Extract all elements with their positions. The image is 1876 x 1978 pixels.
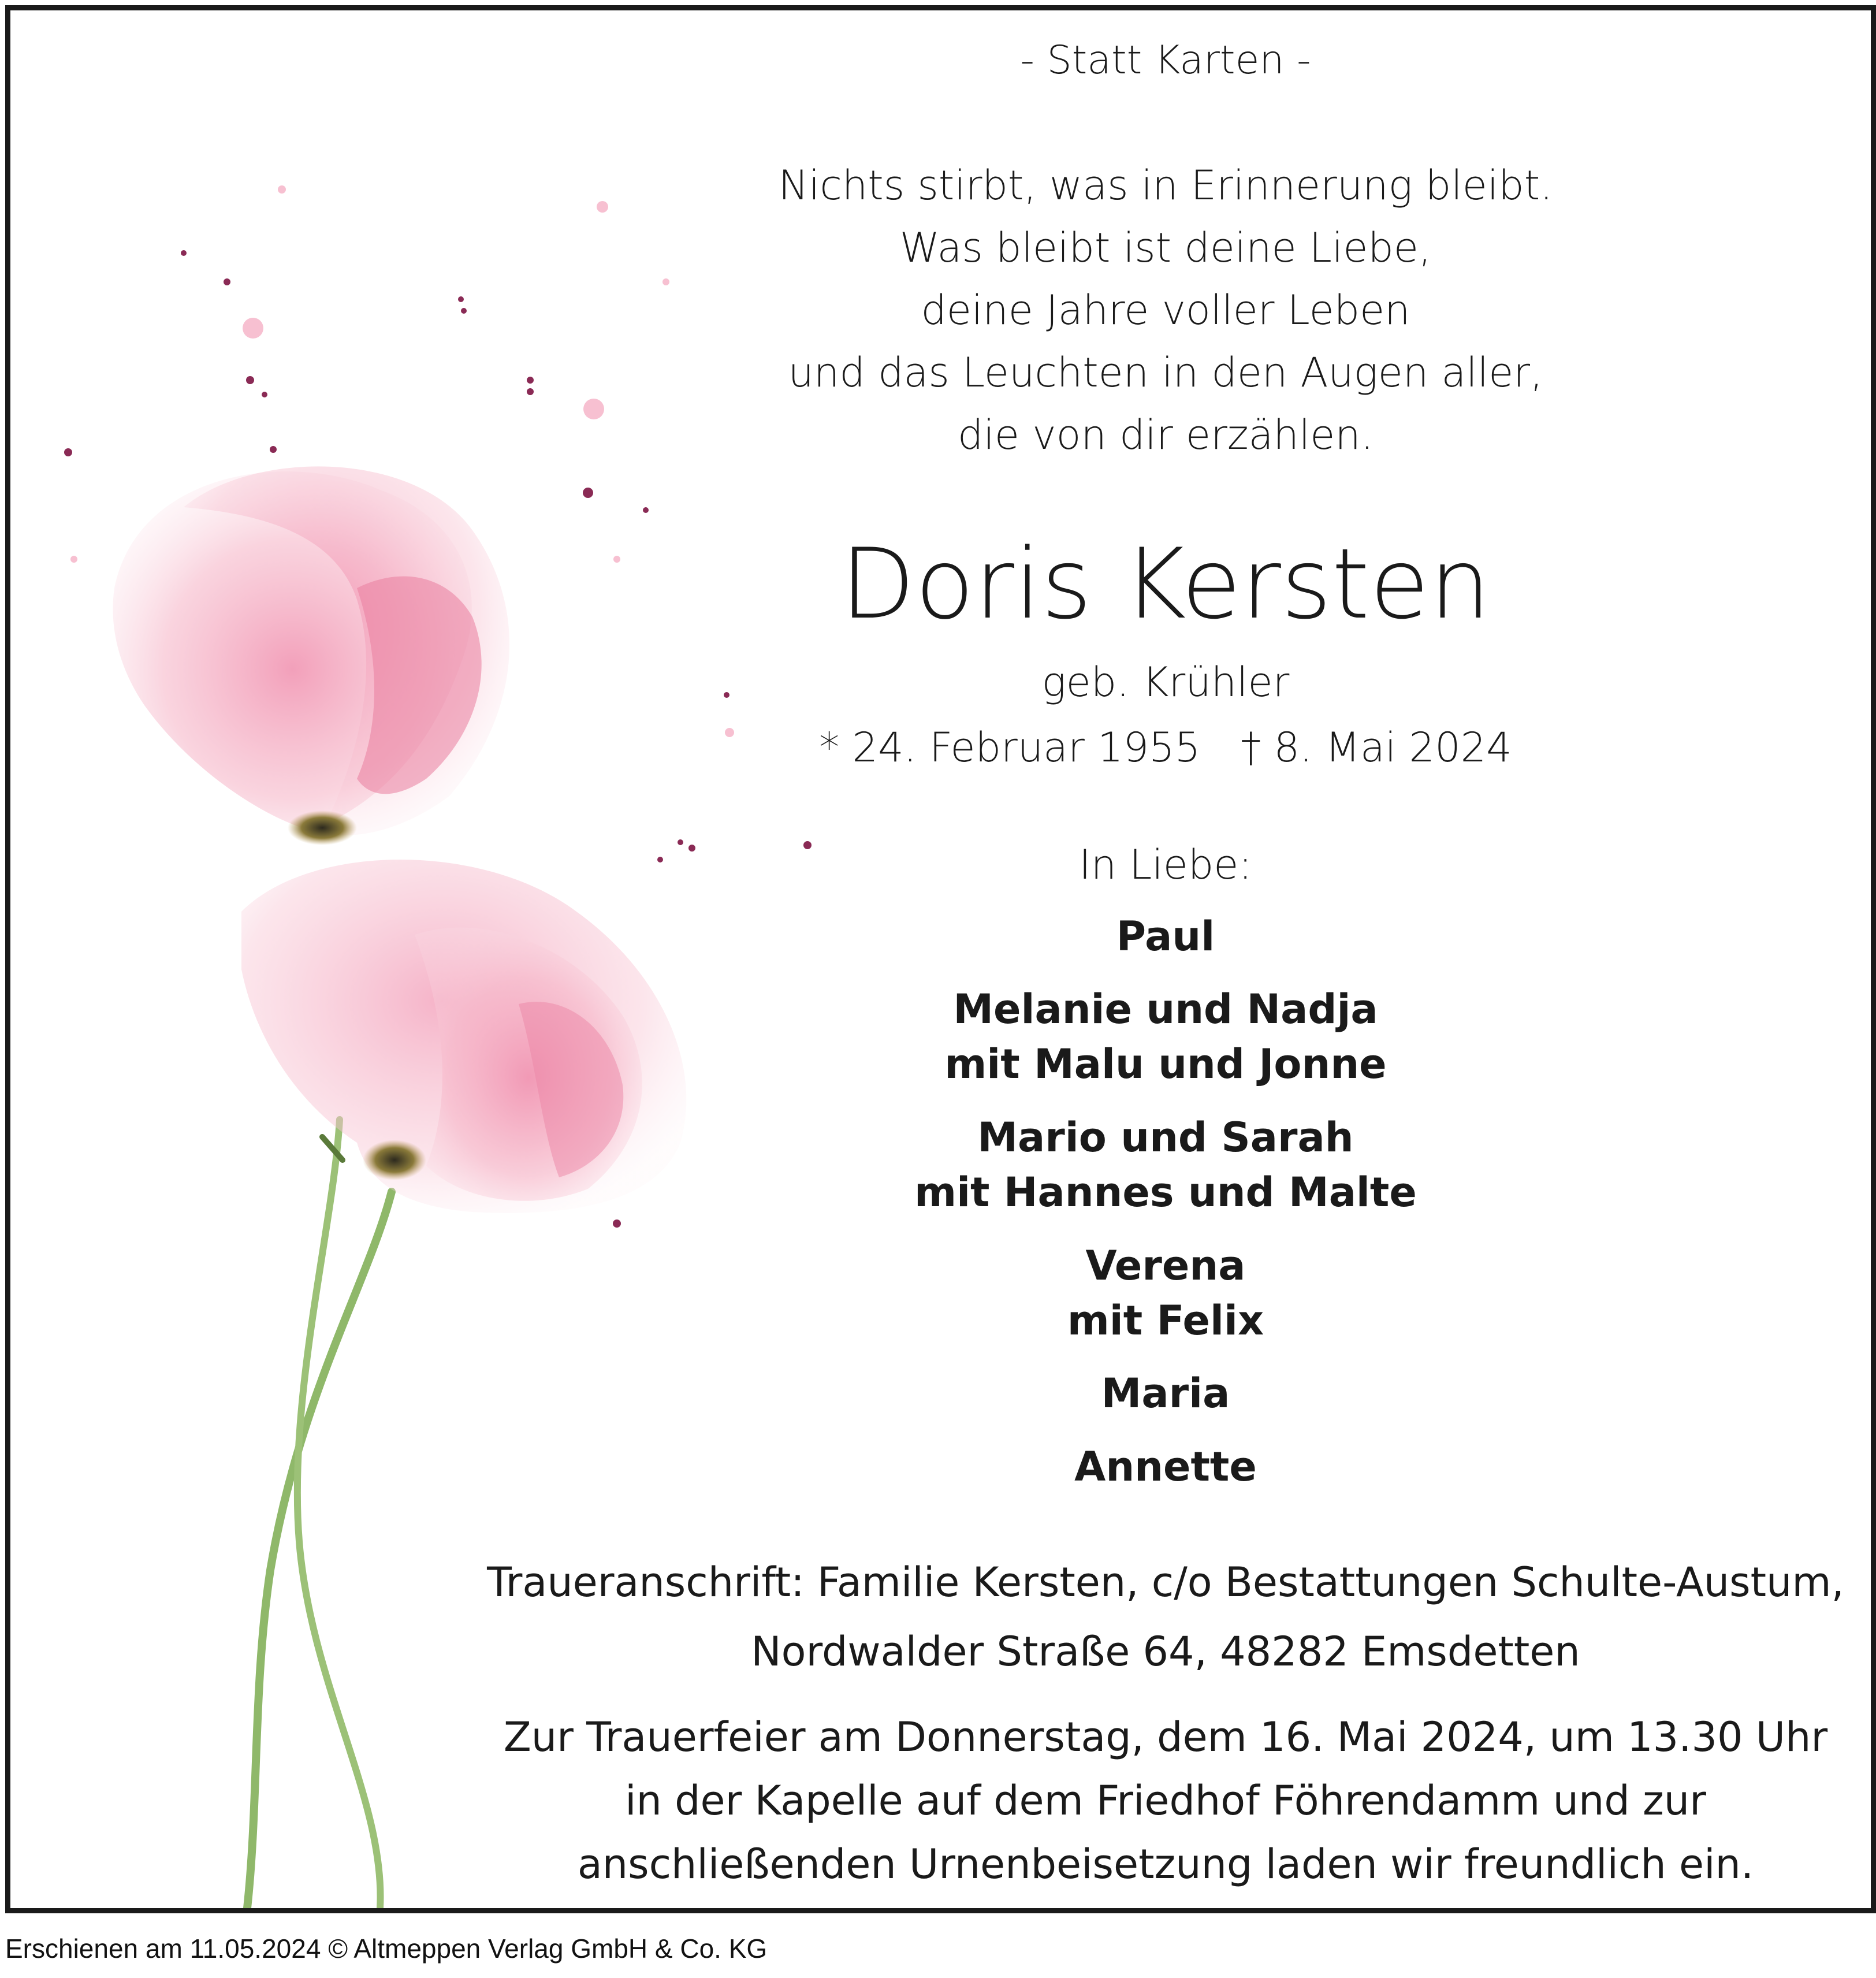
mourner-annette: Annette (1074, 1443, 1257, 1490)
mourner-hannes-malte: mit Hannes und Malte (914, 1169, 1417, 1216)
upper-poppy (113, 466, 509, 845)
mourner-felix: mit Felix (1067, 1297, 1264, 1344)
life-dates (646, 724, 1685, 771)
mourner-melanie-nadja: Melanie und Nadja (953, 986, 1378, 1033)
mourning-address-line-2: Nordwalder Straße 64, 48282 Emsdetten (751, 1628, 1580, 1675)
mourner-malu-jonne: mit Malu und Jonne (944, 1040, 1387, 1088)
publication-footer: Erschienen am 11.05.2024 © Altmeppen Verlag GmbH & Co. KG (5, 1934, 768, 1964)
poem-line-5: die von dir erzählen. (958, 411, 1374, 459)
in-love-intro: In Liebe: (1079, 841, 1252, 888)
poem-line-1: Nichts stirbt, was in Erinnerung bleibt. (778, 162, 1553, 209)
death-date: † 8. Mai 2024 (1241, 724, 1512, 771)
poem-line-2: Was bleibt ist deine Liebe, (899, 224, 1432, 272)
ceremony-line-3: anschließenden Urnenbeisetzung laden wir freundlich ein. (577, 1841, 1754, 1888)
lower-poppy (241, 860, 686, 1213)
mourner-verena: Verena (1085, 1242, 1246, 1289)
text-column (646, 10, 1685, 1908)
poem-line-3: deine Jahre voller Leben (921, 287, 1410, 334)
obituary-card (5, 5, 1876, 1913)
flower-stems (247, 1120, 392, 1908)
mourner-maria: Maria (1101, 1370, 1230, 1417)
ceremony-line-2: in der Kapelle auf dem Friedhof Föhrendamm und zur (625, 1777, 1706, 1824)
mourning-address-line-1: Traueranschrift: Familie Kersten, c/o Bestattungen Schulte-Austum, (487, 1559, 1844, 1606)
birth-name: geb. Krühler (1041, 659, 1290, 706)
birth-date: * 24. Februar 1955 (819, 724, 1201, 771)
deceased-name: Doris Kersten (840, 527, 1491, 641)
mourner-mario-sarah: Mario und Sarah (977, 1114, 1354, 1161)
poem-line-4: und das Leuchten in den Augen aller, (788, 349, 1543, 396)
ceremony-line-1: Zur Trauerfeier am Donnerstag, dem 16. Mai 2024, um 13.30 Uhr (503, 1713, 1828, 1761)
statt-karten-heading: - Statt Karten - (1020, 38, 1311, 83)
mourner-paul: Paul (1116, 913, 1215, 960)
